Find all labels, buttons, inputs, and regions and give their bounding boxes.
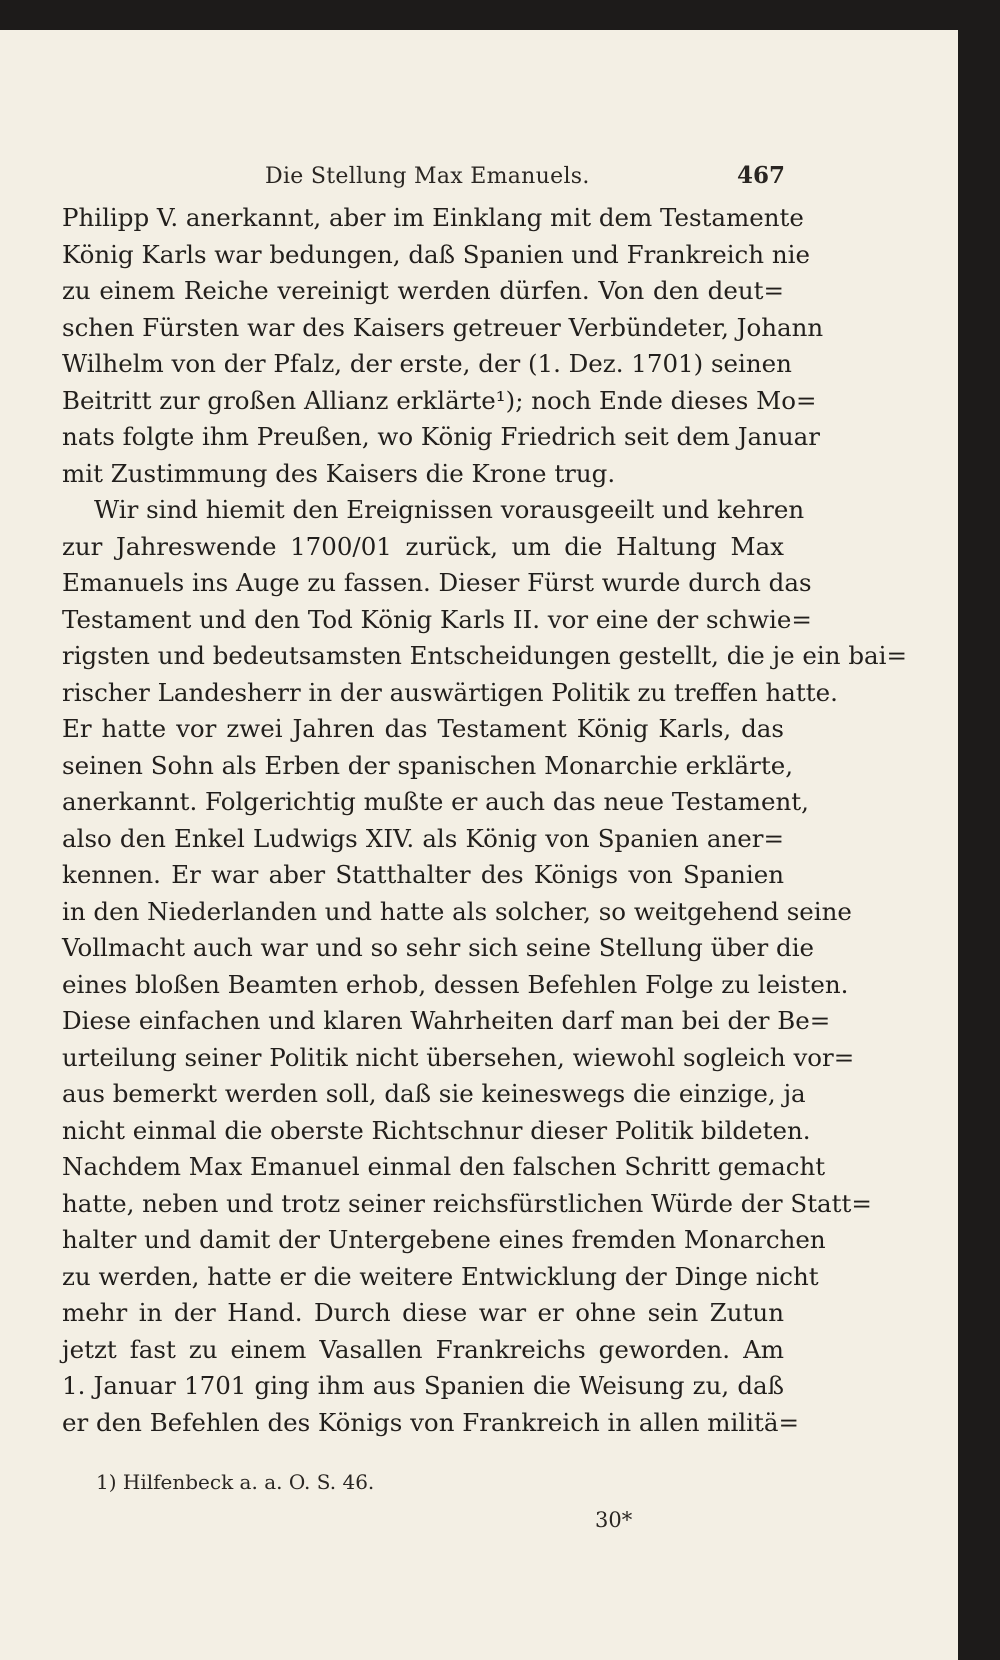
- text-line: mit Zustimmung des Kaisers die Krone trug.: [62, 458, 616, 488]
- text-line: zu einem Reiche vereinigt werden dürfen. Von den deut=: [62, 276, 784, 305]
- text-line: 1. Januar 1701 ging ihm aus Spanien die Weisung zu, daß: [62, 1371, 784, 1400]
- footnote: 1) Hilfenbeck a. a. O. S. 46.: [96, 1470, 375, 1494]
- text-line: kennen. Er war aber Statthalter des Königs von Spanien: [62, 860, 784, 889]
- text-line: in den Niederlanden und hatte als solcher, so weitgehend seine: [62, 896, 852, 926]
- text-line: also den Enkel Ludwigs XIV. als König von Spanien aner=: [62, 823, 784, 853]
- page-number: 467: [736, 162, 785, 189]
- body-text: [62, 200, 907, 1441]
- text-line: seinen Sohn als Erben der spanischen Monarchie erklärte,: [62, 750, 793, 780]
- text-line: Vollmacht auch war und so sehr sich seine Stellung über die: [62, 933, 815, 962]
- text-line: Emanuels ins Auge zu fassen. Dieser Fürst wurde durch das: [62, 568, 812, 597]
- text-line: Er hatte vor zwei Jahren das Testament König Karls, das: [62, 714, 784, 743]
- text-line: Beitritt zur großen Allianz erklärte¹); noch Ende dieses Mo=: [62, 385, 817, 415]
- printer-signature: 30*: [595, 1508, 633, 1532]
- text-line: nicht einmal die oberste Richtschnur dieser Politik bildeten.: [62, 1115, 811, 1145]
- text-line: Nachdem Max Emanuel einmal den falschen Schritt gemacht: [62, 1152, 826, 1181]
- text-line: er den Befehlen des Königs von Frankreich in allen militä=: [62, 1407, 799, 1437]
- text-line: König Karls war bedungen, daß Spanien und Frankreich nie: [62, 239, 810, 269]
- text-line: rischer Landesherr in der auswärtigen Politik zu treffen hatte.: [62, 677, 838, 707]
- running-title: Die Stellung Max Emanuels.: [265, 164, 590, 189]
- text-line: Philipp V. anerkannt, aber im Einklang mit dem Testamente: [62, 203, 804, 232]
- text-line: zur Jahreswende 1700/01 zurück, um die Haltung Max: [62, 531, 784, 561]
- text-line: aus bemerkt werden soll, daß sie keineswegs die einzige, ja: [62, 1079, 806, 1108]
- text-line: schen Fürsten war des Kaisers getreuer Verbündeter, Johann: [62, 312, 824, 342]
- text-line: Wilhelm von der Pfalz, der erste, der (1. Dez. 1701) seinen: [62, 349, 792, 378]
- text-line: hatte, neben und trotz seiner reichsfürstlichen Würde der Statt=: [62, 1188, 872, 1218]
- page-header: [60, 158, 785, 198]
- text-line: Testament und den Tod König Karls II. vor eine der schwie=: [62, 604, 812, 634]
- text-line: eines bloßen Beamten erhob, dessen Befehlen Folge zu leisten.: [62, 969, 849, 999]
- text-line: jetzt fast zu einem Vasallen Frankreichs geworden. Am: [62, 1334, 784, 1364]
- text-line: Wir sind hiemit den Ereignissen vorausgeeilt und kehren: [94, 495, 805, 524]
- text-line: mehr in der Hand. Durch diese war er ohne sein Zutun: [62, 1298, 784, 1327]
- text-line: urteilung seiner Politik nicht übersehen, wiewohl sogleich vor=: [62, 1042, 855, 1072]
- text-line: nats folgte ihm Preußen, wo König Friedrich seit dem Januar: [62, 422, 820, 451]
- text-line: anerkannt. Folgerichtig mußte er auch das neue Testament,: [62, 787, 809, 816]
- text-line: Diese einfachen und klaren Wahrheiten darf man bei der Be=: [62, 1006, 831, 1035]
- text-line: rigsten und bedeutsamsten Entscheidungen gestellt, die je ein bai=: [62, 641, 907, 670]
- text-line: halter und damit der Untergebene eines fremden Monarchen: [62, 1225, 826, 1254]
- text-line: zu werden, hatte er die weitere Entwicklung der Dinge nicht: [62, 1261, 819, 1291]
